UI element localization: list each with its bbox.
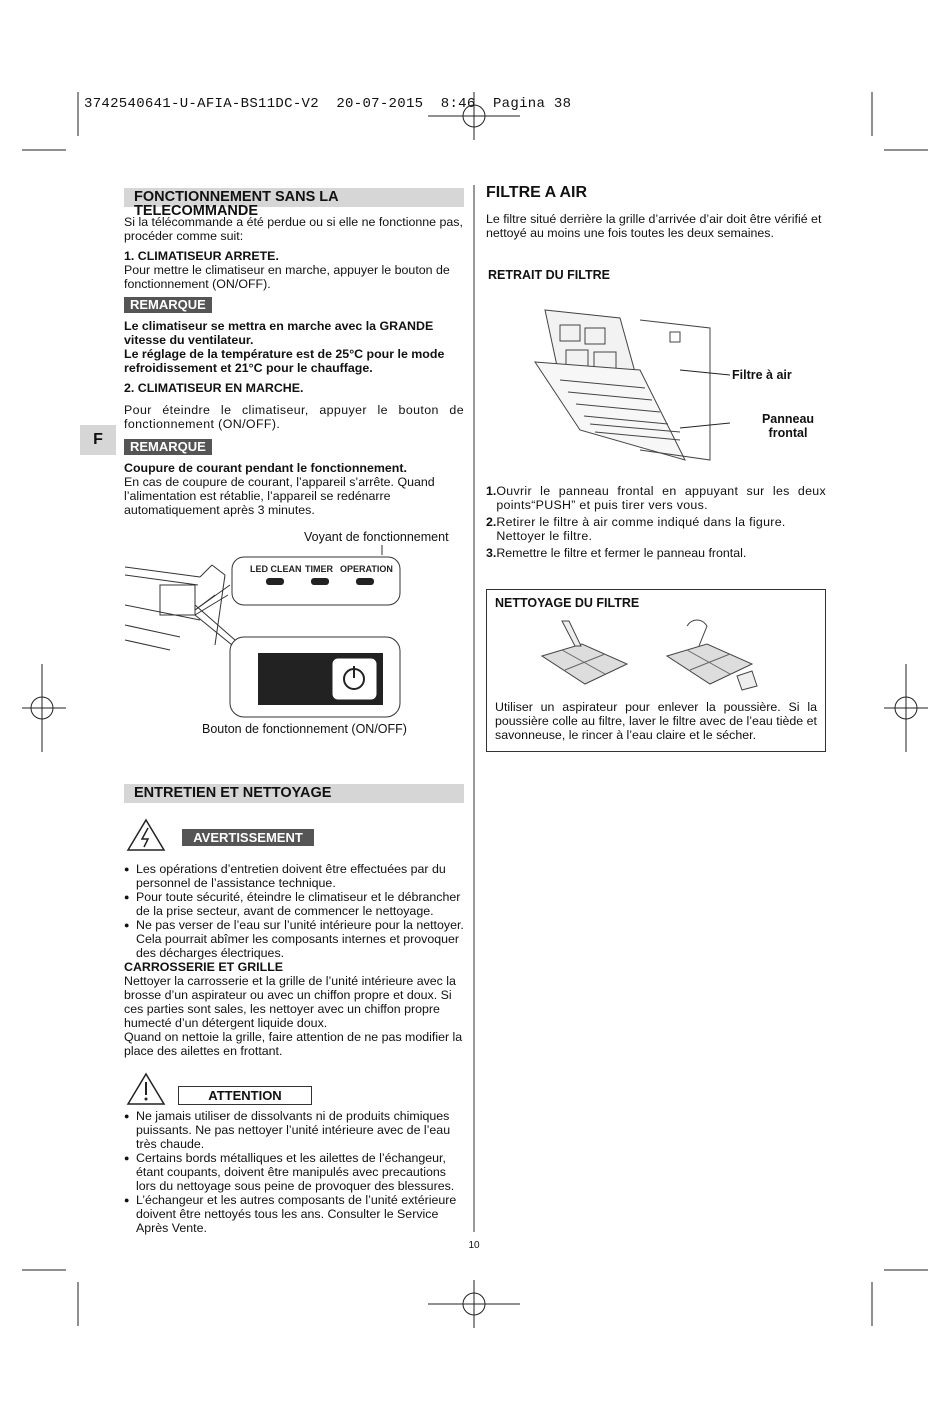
label-panneau-line1: Panneau — [761, 412, 815, 426]
operation-panel-figure — [120, 545, 420, 725]
on-off-button — [332, 658, 377, 700]
filter-removal-figure — [530, 300, 730, 470]
language-tab: F — [80, 425, 116, 455]
retrait-title: RETRAIT DU FILTRE — [488, 268, 610, 282]
list-item: ● Ne pas verser de l’eau sur l’unité intérieure pour la nettoyer. Cela pourrait abîmer les composants internes et provoquer des décharges électriques. — [124, 918, 464, 960]
led-clean-label: LED CLEAN — [250, 564, 302, 574]
step1-title: 1. CLIMATISEUR ARRETE. — [124, 249, 279, 263]
timer-indicator — [311, 578, 329, 585]
doc-pagina: Pagina 38 — [492, 96, 572, 112]
step-item — [486, 515, 826, 543]
step-text: Ouvrir le panneau frontal en appuyant sur les deux points“PUSH” et puis tirer vers vous. — [496, 484, 826, 512]
doc-date: 20-07-2015 — [336, 96, 424, 112]
list-item: ● Certains bords métalliques et les ailettes de l’échangeur, étant coupants, doivent être manipulés avec precautions lors du nettoyage sous peine de provoquer des blessures. — [124, 1151, 464, 1193]
voyant-label: Voyant de fonctionnement — [304, 530, 449, 544]
section-title-sans-telecommande: FONCTIONNEMENT SANS LA TELECOMMANDE — [124, 188, 464, 207]
doc-time: 8:46 — [440, 96, 476, 112]
step1-text: Pour mettre le climatiseur en marche, appuyer le bouton de fonctionnement (ON/OFF). — [124, 263, 450, 291]
attention-label: ATTENTION — [178, 1086, 312, 1105]
filtre-steps — [486, 484, 826, 560]
remarque2-bold: Coupure de courant pendant le fonctionnement. — [124, 461, 407, 475]
attention-warning-icon — [126, 1072, 166, 1106]
remarque-label: REMARQUE — [124, 439, 212, 455]
step2-title: 2. CLIMATISEUR EN MARCHE. — [124, 381, 304, 395]
list-item: ● Les opérations d’entretien doivent être effectuées par du personnel de l’assistance technique. — [124, 862, 464, 890]
intro-text: Si la télécommande a été perdue ou si elle ne fonctionne pas, procéder comme suit: — [124, 215, 463, 243]
doc-code: 3742540641-U-AFIA-BS11DC-V2 — [84, 96, 319, 112]
filtre-intro: Le filtre situé derrière la grille d’arrivée d’air doit être vérifié et nettoyé au moins une fois toutes les deux semaines. — [486, 212, 822, 240]
step-item — [486, 546, 826, 560]
nettoyage-title: NETTOYAGE DU FILTRE — [495, 596, 640, 610]
operation-indicator — [356, 578, 374, 585]
step-num: 3. — [486, 546, 497, 560]
carrosserie-text: Nettoyer la carrosserie et la grille de l’unité intérieure avec la brosse d’un aspirateur ou avec un chiffon propre et doux. Si ces parties sont sales, les nettoyer avec un chiffon propre humecté d’un détergent liquide doux. — [124, 974, 456, 1030]
step-num: 2. — [486, 515, 497, 529]
step-text: Retirer le filtre à air comme indiqué dans la figure. Nettoyer le filtre. — [496, 515, 786, 543]
carrosserie-title: CARROSSERIE ET GRILLE — [124, 960, 284, 974]
remarque1-text: Le climatiseur se mettra en marche avec la GRANDE vitesse du ventilateur. — [124, 319, 434, 347]
entretien-section — [124, 784, 464, 803]
remarque2-text: En cas de coupure de courant, l’appareil s’arrête. Quand l’alimentation est rétablie, l’appareil se redénarre automatiquement après 3 minutes. — [124, 475, 435, 517]
step-text: Remettre le filtre et fermer le panneau frontal. — [496, 546, 747, 560]
entretien-body — [124, 862, 464, 1058]
remarque1-text2: Le réglage de la température est de 25°C pour le mode refroidissement et 21°C pour le chauffage. — [124, 347, 445, 375]
operation-label: OPERATION — [340, 564, 393, 574]
list-item: ● Ne jamais utiliser de dissolvants ni de produits chimiques puissants. Ne pas nettoyer l’unité intérieure avec de l’eau très chaude. — [124, 1109, 464, 1151]
remarque-label: REMARQUE — [124, 297, 212, 313]
label-filtre-a-air: Filtre à air — [732, 368, 792, 382]
timer-label: TIMER — [305, 564, 333, 574]
left-column — [124, 188, 464, 517]
nettoyage-box — [486, 589, 826, 752]
nettoyage-text: Utiliser un aspirateur pour enlever la poussière. Si la poussière colle au filtre, laver le filtre avec de l’eau tiède et savonneuse, le rincer à l’eau claire et le sécher. — [495, 700, 817, 742]
step2-text: Pour éteindre le climatiseur, appuyer le bouton de fonctionnement (ON/OFF). — [124, 403, 464, 431]
section-title-filtre: FILTRE A AIR — [486, 184, 588, 201]
right-column — [486, 186, 826, 240]
list-item: ● Pour toute sécurité, éteindre le climatiseur et le débrancher de la prise secteur, avant de commencer le nettoyage. — [124, 890, 464, 918]
label-panneau-line2: frontal — [768, 426, 808, 440]
page-number: 10 — [468, 1240, 480, 1251]
carrosserie-text2: Quand on nettoie la grille, faire attention de ne pas modifier la place des ailettes en frottant. — [124, 1030, 463, 1058]
step-num: 1. — [486, 484, 497, 498]
list-item: ● L’échangeur et les autres composants de l’unité extérieure doivent être nettoyés tous les ans. Consulter le Service Après Vente. — [124, 1193, 464, 1235]
attention-body — [124, 1109, 464, 1235]
step-item — [486, 484, 826, 512]
label-panneau-frontal — [760, 412, 816, 440]
bouton-label: Bouton de fonctionnement (ON/OFF) — [202, 722, 407, 736]
filter-cleaning-figure — [537, 616, 777, 702]
section-title-entretien: ENTRETIEN ET NETTOYAGE — [124, 784, 464, 803]
avertissement-label: AVERTISSEMENT — [182, 829, 314, 846]
led-clean-indicator — [266, 578, 284, 585]
attention-bullets — [124, 1109, 464, 1235]
electric-warning-icon — [126, 818, 166, 852]
warning-bullets — [124, 862, 464, 960]
